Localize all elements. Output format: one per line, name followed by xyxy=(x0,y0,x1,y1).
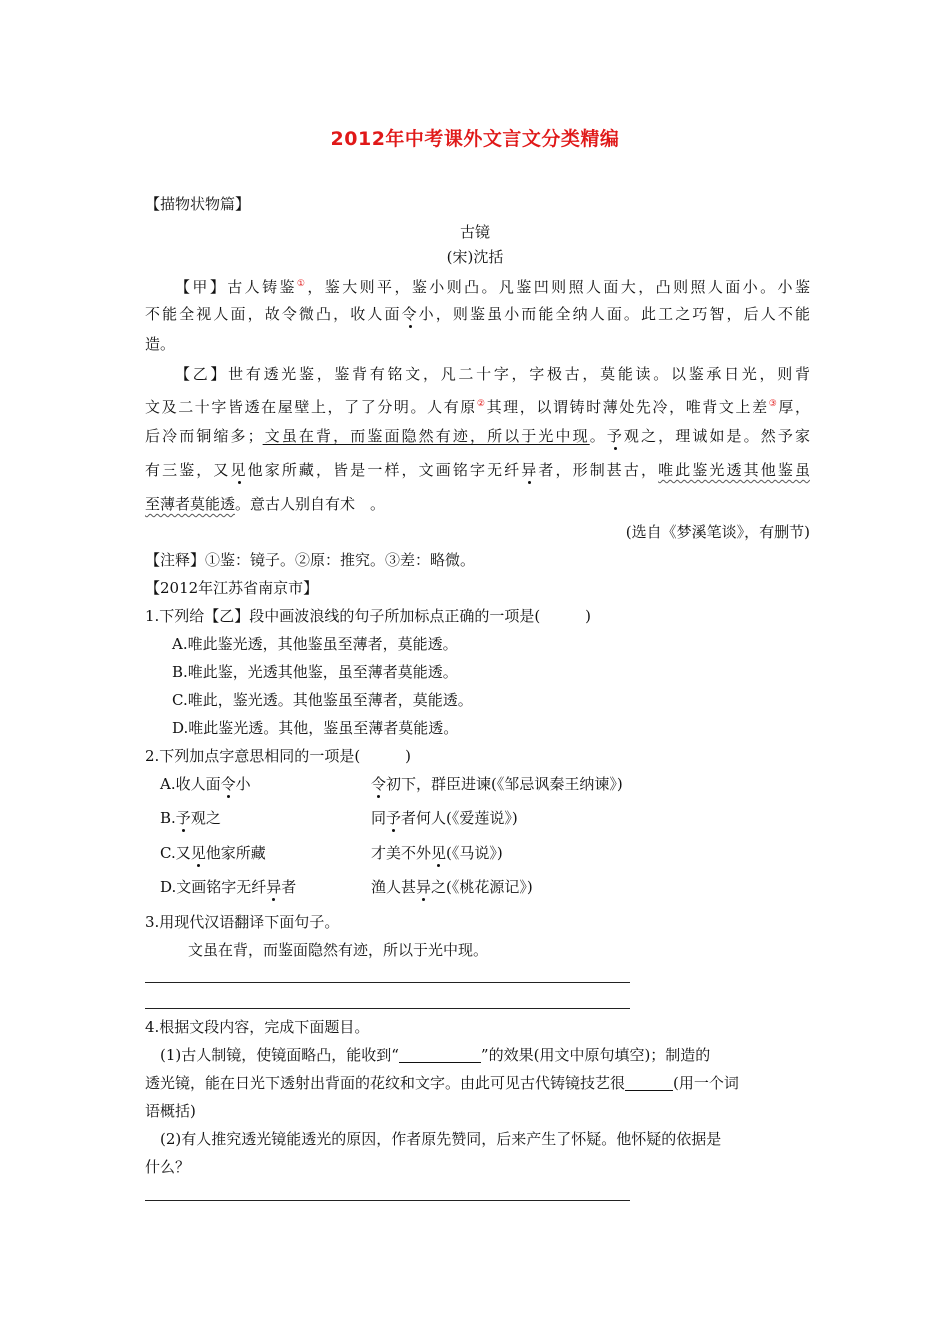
question-1-option-b: B.唯此鉴，光透其他鉴，虽至薄者莫能透。 xyxy=(172,663,458,681)
question-2-option-c-right xyxy=(371,843,503,863)
question-4-part-1-line-1 xyxy=(160,1045,710,1065)
text-run: 他家所藏，皆是一样，文画铭字无纤 xyxy=(247,461,522,479)
text-run: 后冷而铜缩多； xyxy=(145,427,263,445)
passage-name: 古镜 xyxy=(459,223,490,241)
text-run: 小 xyxy=(235,775,251,793)
fill-in-blank[interactable] xyxy=(625,1074,673,1091)
text-run: A.收人面 xyxy=(160,775,221,793)
question-4-part-2-line-2: 什么？ xyxy=(145,1158,191,1176)
text-run: (用一个词 xyxy=(673,1074,739,1092)
question-4-part-1-line-3: 语概括) xyxy=(145,1102,196,1120)
exam-source: 【2012年江苏省南京市】 xyxy=(145,579,319,597)
wavy-underlined-sentence: 至薄者莫能透 xyxy=(145,495,236,513)
passage-yi-line-5 xyxy=(145,494,810,514)
dotted-character: 令 xyxy=(220,775,236,793)
text-run: 厚， xyxy=(778,398,810,416)
text-run: 才美不外 xyxy=(371,844,432,862)
footnote-marker: ③ xyxy=(768,399,779,409)
passage-yi-line-4 xyxy=(145,460,810,480)
question-3-sentence: 文虽在背，而鉴面隐然有迹，所以于光中现。 xyxy=(188,941,489,959)
text-run: 古人铸鉴 xyxy=(227,278,297,296)
question-3-stem: 3.用现代汉语翻译下面句子。 xyxy=(145,913,340,931)
document-title: 2012年中考课外文言文分类精编 xyxy=(330,128,620,150)
text-run: (《马说》) xyxy=(446,844,503,862)
dotted-character: 异 xyxy=(521,461,539,479)
text-run: 渔人甚 xyxy=(371,878,417,896)
text-run: ，鉴大则平，鉴小则凸。凡鉴凹则照人面大，凸则照人面小。小鉴 xyxy=(307,278,810,296)
question-1-option-c: C.唯此，鉴光透。其他鉴虽至薄者，莫能透。 xyxy=(172,691,473,709)
footnote-marker: ② xyxy=(476,399,487,409)
text-run: 者何人(《爱莲说》) xyxy=(401,809,518,827)
text-run: (1)古人制镜，使镜面略凸，能收到“ xyxy=(160,1046,399,1064)
dotted-character: 令 xyxy=(371,775,387,793)
text-run: 同 xyxy=(371,809,387,827)
passage-author: (宋)沈括 xyxy=(446,248,504,266)
section-header: 【描物状物篇】 xyxy=(145,195,251,213)
text-run: 者，形制甚古， xyxy=(538,461,659,479)
text-run: 初下，群臣进谏(《邹忌讽秦王纳谏》) xyxy=(386,775,623,793)
text-run: 。 xyxy=(589,427,607,445)
text-run: 透光镜，能在日光下透射出背面的花纹和文字。由此可见古代铸镜技艺很 xyxy=(145,1074,626,1092)
underlined-sentence: 文虽在背，而鉴面隐然有迹，所以于光中现 xyxy=(262,427,590,445)
question-2-option-d-left xyxy=(160,877,296,897)
dotted-character: 令 xyxy=(401,305,419,323)
dotted-character: 予 xyxy=(175,809,191,827)
question-4-stem: 4.根据文段内容，完成下面题目。 xyxy=(145,1018,370,1036)
question-2-option-b-right xyxy=(371,808,518,828)
text-run: 。意古人别自有术 。 xyxy=(235,495,386,513)
passage-yi-line-2 xyxy=(145,394,810,417)
question-2-option-c-left xyxy=(160,843,266,863)
annotation: 【注释】①鉴：镜子。②原：推究。③差：略微。 xyxy=(145,551,476,569)
question-1-option-a: A.唯此鉴光透，其他鉴虽至薄者，莫能透。 xyxy=(172,635,458,653)
dotted-character: 见 xyxy=(431,844,447,862)
text-run: 观之 xyxy=(190,809,221,827)
answer-line[interactable] xyxy=(145,1008,630,1009)
text-run: C.又 xyxy=(160,844,191,862)
question-2-option-b-left xyxy=(160,808,221,828)
question-1-stem: 1.下列给【乙】段中画波浪线的句子所加标点正确的一项是( ) xyxy=(145,607,592,625)
dotted-character: 见 xyxy=(230,461,248,479)
passage-jia-line-3: 造。 xyxy=(145,335,176,353)
question-1-option-d: D.唯此鉴光透。其他，鉴虽至薄者莫能透。 xyxy=(172,719,459,737)
text-run: 不能全视人面，故令微凸，收人面 xyxy=(145,305,402,323)
text-run: 者 xyxy=(281,878,297,896)
wavy-underlined-sentence: 唯此鉴光透其他鉴虽 xyxy=(658,461,810,479)
passage-yi-line-1 xyxy=(175,364,810,384)
text-run: ”的效果(用文中原句填空)；制造的 xyxy=(480,1046,711,1064)
question-4-part-2-line-1: (2)有人推究透光镜能透光的原因，作者原先赞同，后来产生了怀疑。他怀疑的依据是 xyxy=(160,1130,722,1148)
question-2-stem: 2.下列加点字意思相同的一项是( ) xyxy=(145,747,412,765)
text-run: B. xyxy=(160,809,176,827)
passage-source: (选自《梦溪笔谈》，有删节) xyxy=(625,523,810,541)
passage-jia-line-2 xyxy=(145,304,810,324)
passage-jia-line-1 xyxy=(175,274,810,297)
question-2-option-a-left xyxy=(160,774,251,794)
question-4-part-1-line-2 xyxy=(145,1073,739,1093)
dotted-character: 异 xyxy=(416,878,432,896)
text-run: D.文画铭字无纤 xyxy=(160,878,267,896)
dotted-character: 见 xyxy=(190,844,206,862)
text-run: 有三鉴，又 xyxy=(145,461,231,479)
text-run: 文及二十字皆透在屋壁上，了了分明。人有原 xyxy=(145,398,477,416)
text-run: 他家所藏 xyxy=(205,844,266,862)
dotted-character: 予 xyxy=(606,427,624,445)
footnote-marker: ① xyxy=(296,279,308,289)
yi-label: 【乙】 xyxy=(175,365,229,383)
text-run: 世有透光鉴，鉴背有铭文，凡二十字，字极古，莫能读。以鉴承日光，则背 xyxy=(228,365,810,383)
answer-line[interactable] xyxy=(145,1200,630,1201)
question-2-option-d-right xyxy=(371,877,533,897)
text-run: 其理，以谓铸时薄处先冷，唯背文上差 xyxy=(486,398,769,416)
text-run: 之(《桃花源记》) xyxy=(431,878,533,896)
dotted-character: 异 xyxy=(266,878,282,896)
question-2-option-a-right xyxy=(371,774,623,794)
text-run: 观之，理诚如是。然予家 xyxy=(623,427,810,445)
text-run: 小，则鉴虽小而能全纳人面。此工之巧智，后人不能 xyxy=(418,305,810,323)
jia-label: 【甲】 xyxy=(175,278,228,296)
answer-line[interactable] xyxy=(145,982,630,983)
fill-in-blank[interactable] xyxy=(399,1046,481,1063)
dotted-character: 予 xyxy=(386,809,402,827)
passage-yi-line-3 xyxy=(145,426,810,446)
